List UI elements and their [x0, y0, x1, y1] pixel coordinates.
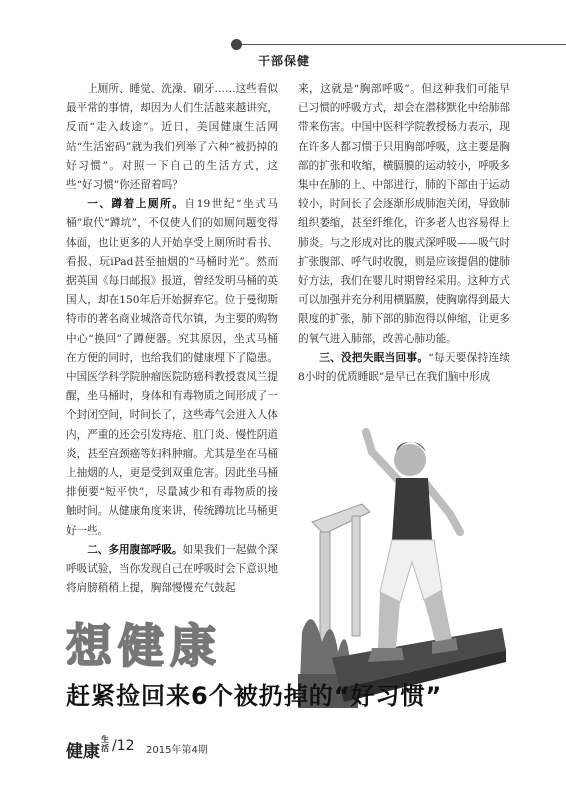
section-1-text: 自19世纪“坐式马桶”取代“蹲坑”，不仅使人们的如厕问题变得体面，也让更多的人开始享受上厕所时看书、看报、玩iPad甚至抽烟的“马桶时光”。然而据英国《每日邮报》报道，曾经发明马桶的英国人，却在150年后开始摒弃它。位于曼彻斯特市的著名商业城洛奇代尔镇，为主要的购物中心“换回”了蹲便器。究其原因，坐式马桶在方便的同时，也给我们的健康埋下了隐患。中国医学科学院肿瘤医院防癌科教授袁凤兰提醒，坐马桶时，身体和有毒物质之间形成了一个封闭空间，时间长了，这些毒气会进入人体内，严重的还会引发痔疮、肛门炎、慢性阴道炎，甚至宫颈癌等妇科肿瘤。尤其是坐在马桶上抽烟的人，更是受到双重危害。因此坐马桶排便要“短平快”，尽量减少和有毒物质的接触时间。从健康角度来讲，传统蹲坑比马桶更好一些。 [66, 198, 278, 537]
section-label: 干部保健 [258, 54, 311, 68]
treadmill-photo [292, 412, 512, 712]
headline-sub: 赶紧捡回来6个被扔掉的“好习惯” [66, 682, 443, 710]
section-3-text: “每天要保持连续8小时的优质睡眠”是早已在我们脑中形成 [298, 351, 511, 384]
magazine-brand: 健康 [66, 742, 100, 762]
article-column-left [66, 80, 278, 598]
treadmill-illustration [292, 412, 512, 712]
header-dot-icon [231, 39, 242, 50]
page-number: /12 [112, 738, 135, 754]
section-2-text-a: 如果我们一起做个深呼吸试验，当你发现自己在呼吸时会下意识地将肩膀稍稍上提，胸部慢慢充气鼓起 [66, 543, 279, 595]
header-rule [236, 44, 566, 45]
article-section-2 [66, 541, 278, 599]
issue-label: 2015年第4期 [146, 745, 208, 756]
article-intro: 上厕所、睡觉、洗澡、刷牙……这些看似最平常的事情，却因为人们生活越来越讲究，反而“走入歧途”。近日，美国健康生活网站“生活密码”就为我们列举了六种“被扔掉的好习惯”。对照一下自己的生活方式，这些“好习惯”你还留着吗？ [66, 83, 278, 192]
article-section-1 [66, 195, 278, 541]
section-2-continued: 来，这就是“胸部呼吸”。但这种我们可能早已习惯的呼吸方式，却会在潜移默化中给肺部带来伤害。中国中医科学院教授杨力表示，现在许多人都习惯于只用胸部呼吸，这主要是胸部的扩张和收缩，横膈膜的运动较小，呼吸多集中在肺的上、中部进行，肺的下部由于运动较小，时间长了会逐渐形成肺泡关闭，导致肺组织萎缩，甚至纤维化，许多老人也容易得上肺炎。与之形成对比的腹式深呼吸——吸气时扩张腹部、呼气时收腹，则是应该提倡的健肺好方法，我们在婴儿时期曾经采用。这种方式可以加强并充分利用横膈膜，使胸廓得到最大限度的扩张，肺下部的肺泡得以伸缩，让更多的氧气进入肺部，改善心肺功能。 [298, 83, 510, 345]
article-section-3 [298, 349, 510, 387]
article-column-right [298, 80, 510, 387]
section-1-title: 一、蹲着上厕所。 [87, 198, 185, 211]
headline-main: 想健康 [66, 619, 222, 673]
section-3-title: 三、没把失眠当回事。 [319, 351, 429, 364]
section-2-title: 二、多用腹部呼吸。 [87, 543, 183, 556]
magazine-brand-small: 生活 [101, 735, 109, 753]
